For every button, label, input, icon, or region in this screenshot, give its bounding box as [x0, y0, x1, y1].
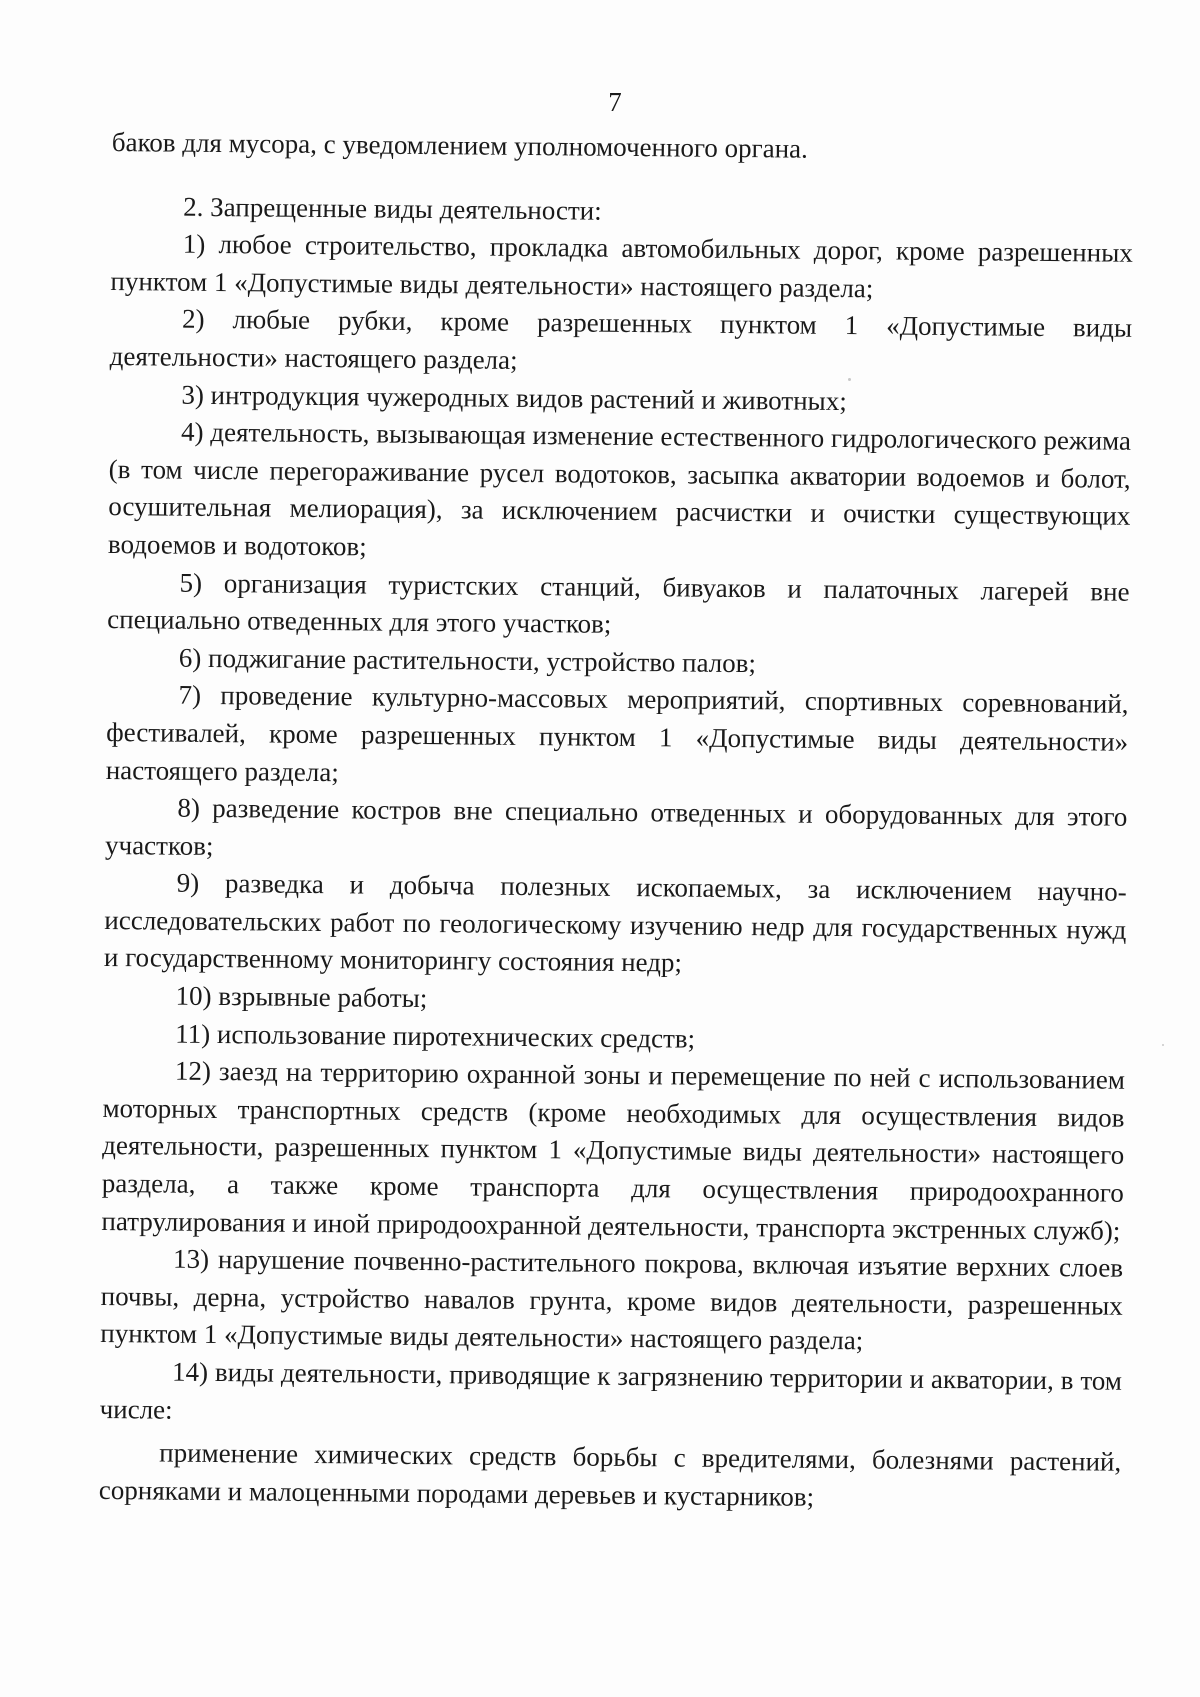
list-item-13: 13) нарушение почвенно-растительного покрова, включая изъятие верхних слоев почвы, дерна, устройство навалов грунта, кроме видов деятельности, разрешенных пунктом 1 «Допустимые виды деятельности» настоящего раздела;	[100, 1243, 1124, 1356]
list-item-4: 4) деятельность, вызывающая изменение естественного гидрологического режима (в том числе перегораживание русел водотоков, засыпка акватории водоемов и болот, осушительная мелиорация), за исключением расчистки и очистки существующих водоемов и водотоков;	[107, 416, 1132, 562]
section-heading: 2. Запрещенные виды деятельности:	[183, 191, 602, 226]
list-item-14: 14) виды деятельности, приводящие к загрязнению территории и акватории, в том числе:	[99, 1356, 1123, 1425]
list-item-1: 1) любое строительство, прокладка автомобильных дорог, кроме разрешенных пунктом 1 «Допустимые виды деятельности» настоящего раздела;	[110, 228, 1133, 304]
list-item-2: 2) любые рубки, кроме разрешенных пунктом 1 «Допустимые виды деятельности» настоящего раздела;	[109, 304, 1133, 375]
scan-speck	[1162, 1044, 1164, 1046]
list-item-5: 5) организация туристских станций, бивуаков и палаточных лагерей вне специально отведенных для этого участков;	[107, 567, 1130, 639]
list-item-6: 6) поджигание растительности, устройство палов;	[178, 642, 757, 678]
list-item-10: 10) взрывные работы;	[175, 980, 428, 1014]
intro-continuation: баков для мусора, с уведомлением уполномоченного органа.	[111, 126, 809, 164]
list-item-11: 11) использование пиротехнических средств;	[175, 1018, 696, 1054]
list-subitem-1: применение химических средств борьбы с вредителями, болезнями растений, сорняками и малоценными породами деревьев и кустарников;	[98, 1437, 1122, 1512]
page-number: 7	[608, 87, 622, 117]
scan-speck	[848, 378, 851, 381]
list-item-8: 8) разведение костров вне специально отведенных и оборудованных для этого участков;	[104, 792, 1128, 861]
list-item-3: 3) интродукция чужеродных видов растений и животных;	[181, 379, 847, 416]
list-item-9: 9) разведка и добыча полезных ископаемых, за исключением научно-исследовательских работ по геологическому изучению недр для государственных нужд и государственному мониторингу состояния недр;	[103, 867, 1127, 978]
document-body	[99, 124, 1134, 1519]
list-item-7: 7) проведение культурно-массовых мероприятий, спортивных соревнований, фестивалей, кроме разрешенных пунктом 1 «Допустимые виды деятельности» настоящего раздела;	[105, 679, 1129, 787]
list-item-12: 12) заезд на территорию охранной зоны и перемещение по ней с использованием моторных транспортных средств (кроме необходимых для осуществления видов деятельности, разрешенных пунктом 1 «Допустимые виды деятельности» настоящего раздела, а также кроме транспорта для осуществления природоохранного патрулирования и иной природоохранной деятельности, транспорта экстренных служб);	[101, 1055, 1126, 1246]
